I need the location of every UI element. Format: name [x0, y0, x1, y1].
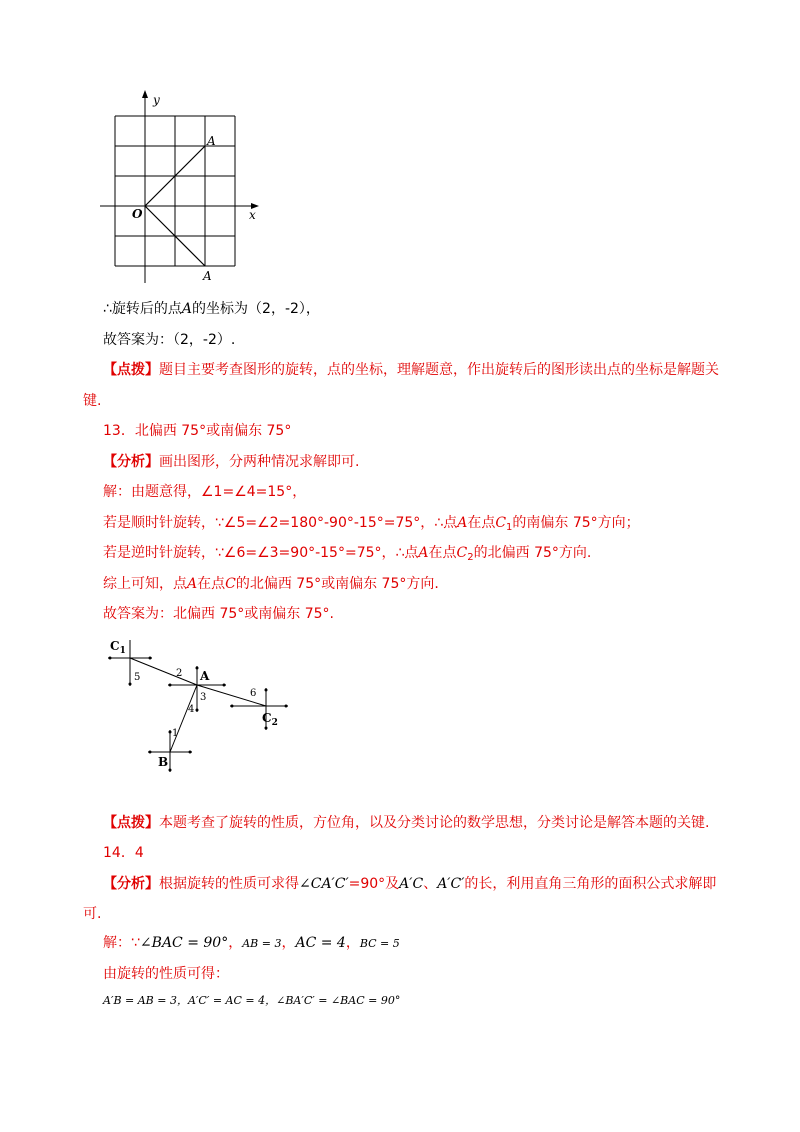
c2-text: C: [262, 711, 272, 725]
property-line: 由旋转的性质可得：: [103, 966, 229, 982]
segment-expression: A′C: [399, 876, 424, 892]
text: 的长，利用直角三角形的面积公式求解即: [464, 876, 717, 892]
analysis-tag: 【分析】: [103, 876, 159, 892]
point-a-rotated-label: A: [203, 269, 212, 283]
math-expression: ∠BAC = 90°: [139, 935, 229, 951]
equation-line: A′B = AB = 3，A′C′ = AC = 4，∠BA′C′ = ∠BAC = 90°: [103, 994, 401, 1007]
text: 在点: [467, 515, 496, 531]
text: ，: [345, 935, 360, 951]
var: A: [187, 576, 198, 592]
text: 解：∵: [103, 935, 140, 951]
analysis-tag: 【分析】: [103, 454, 159, 470]
tip-continuation: 键.: [83, 393, 102, 409]
var: A: [457, 515, 468, 531]
question-14-answer: 14．4: [103, 845, 144, 861]
solution-line: [103, 934, 400, 953]
x-axis-label: x: [249, 208, 256, 222]
point-a-label: A: [207, 134, 216, 148]
tip-line: [103, 814, 709, 832]
analysis-continuation: 可.: [83, 906, 102, 922]
angle-3-label: 3: [200, 692, 207, 703]
text: ∴旋转后的点: [103, 301, 182, 317]
text: 的北偏西 75°或南偏东 75°方向.: [235, 576, 439, 592]
text: 若是顺时针旋转，∵∠5=∠2=180°-90°-15°=75°，∴点: [103, 515, 458, 531]
angle-2-label: 2: [176, 668, 183, 679]
tip-text: 题目主要考查图形的旋转，点的坐标，理解题意，作出旋转后的图形读出点的坐标是解题关: [159, 362, 719, 378]
question-13-answer: 13．北偏西 75°或南偏东 75°: [103, 423, 292, 439]
answer-line: 故答案为：（2，-2）.: [103, 332, 236, 348]
coordinate-grid-figure: [95, 88, 270, 288]
tip-line: [103, 361, 719, 379]
origin-label: O: [132, 207, 143, 221]
analysis-line: [103, 453, 359, 471]
subscript: 1: [506, 522, 513, 533]
subscript: 2: [467, 552, 474, 563]
point-c1-label: [110, 639, 126, 656]
c1-text: C: [110, 639, 120, 653]
text: 根据旋转的性质可求得: [159, 876, 299, 892]
math-expression: BC = 5: [359, 937, 400, 950]
math-expression: AB = 3: [242, 937, 282, 950]
solution-line: 解：由题意得，∠1=∠4=15°，: [103, 484, 307, 500]
analysis-line: [103, 875, 716, 893]
text: 综上可知，点: [103, 576, 187, 592]
text: 、: [423, 876, 438, 892]
var: A: [418, 545, 429, 561]
tip-text: 本题考查了旋转的性质，方位角，以及分类讨论的数学思想，分类讨论是解答本题的关键.: [159, 815, 710, 831]
text: 的坐标为（2，-2），: [192, 301, 320, 317]
var: C: [495, 515, 507, 531]
text: 的南偏东 75°方向；: [512, 515, 640, 531]
c1-subscript: 1: [119, 646, 126, 656]
summary-line: [103, 575, 439, 593]
var: C: [456, 545, 468, 561]
tip-tag: 【点拨】: [103, 362, 159, 378]
angle-6-label: 6: [250, 688, 257, 699]
point-b-label: B: [158, 755, 169, 769]
text: ，: [281, 935, 296, 951]
var: C: [225, 576, 236, 592]
segment-expression: A′C′: [437, 876, 465, 892]
text: 在点: [428, 545, 457, 561]
angle-expression: ∠CA′C′: [299, 876, 349, 892]
angle-5-label: 5: [134, 672, 141, 683]
y-axis-label: y: [153, 93, 160, 107]
angle-4-label: 4: [188, 704, 195, 715]
c2-subscript: 2: [271, 718, 278, 728]
bearing-diagram-figure: [100, 630, 300, 780]
point-c2-label: [262, 711, 278, 728]
angle-1-label: 1: [172, 728, 179, 739]
case-counterclockwise-line: [103, 544, 591, 567]
tip-tag: 【点拨】: [103, 815, 159, 831]
case-clockwise-line: [103, 514, 640, 537]
text: ，: [228, 935, 243, 951]
point-a-label: A: [200, 669, 210, 683]
answer-line: 故答案为：北偏西 75°或南偏东 75°.: [103, 606, 334, 622]
analysis-text: 画出图形，分两种情况求解即可.: [159, 454, 360, 470]
text-line: [103, 300, 320, 318]
text: =90°及: [348, 876, 400, 892]
text: 在点: [197, 576, 226, 592]
text: 的北偏西 75°方向.: [473, 545, 592, 561]
math-expression: AC = 4: [295, 935, 346, 951]
y-axis-arrow-icon: [142, 90, 148, 98]
var: A: [181, 301, 193, 317]
text: 若是逆时针旋转，∵∠6=∠3=90°-15°=75°，∴点: [103, 545, 419, 561]
